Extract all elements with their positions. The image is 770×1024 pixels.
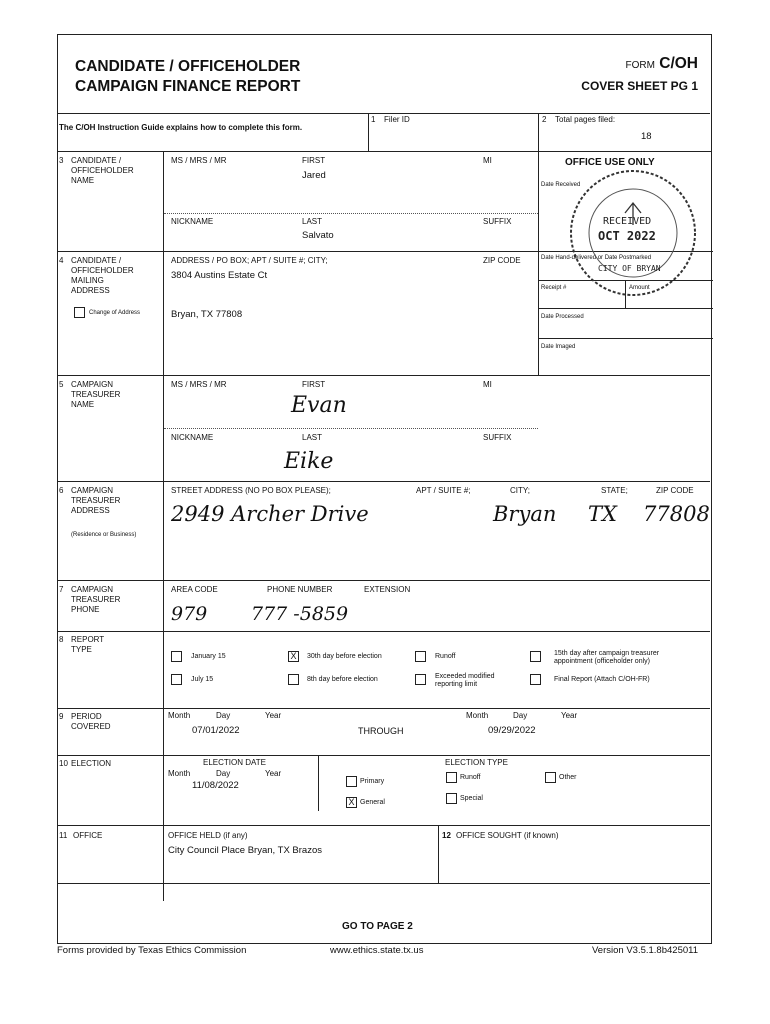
cover-sheet-form [57,34,712,944]
election-type-label: ELECTION TYPE [445,758,508,767]
treasurer-zip: 77808 [643,502,710,526]
total-pages-label: Total pages filed: [555,115,616,124]
exceeded-limit-label: Exceeded modified reporting limit [435,673,495,688]
divider [368,113,369,151]
july-15-label: July 15 [191,676,214,683]
section-3-num: 3 [59,156,64,165]
first-name-label: FIRST [302,380,326,389]
primary-label: Primary [360,778,385,785]
total-pages-num: 2 [542,115,547,124]
nickname-label: NICKNAME [171,433,214,442]
filer-id-label: Filer ID [384,115,410,124]
treasurer-last-name: Eike [284,449,334,474]
section-11-label: OFFICE [73,831,103,840]
state-label: STATE; [601,486,628,495]
treasurer-city: Bryan [493,502,557,526]
residence-or-business-label: (Residence or Business) [71,532,137,538]
sheet-label: COVER SHEET PG 1 [581,79,698,93]
8th-day-label: 8th day before election [307,676,378,683]
special-label: Special [460,795,483,802]
special-checkbox[interactable] [446,793,457,804]
divider [539,338,713,339]
date-received-label: Date Received [541,182,581,188]
section-10-label: ELECTION [71,759,112,768]
forms-provided-by: Forms provided by Texas Ethics Commission [57,945,247,956]
period-to-date: 09/29/2022 [488,725,536,736]
receipt-label: Receipt # [541,285,567,291]
divider [58,580,710,581]
from-year-label: Year [265,711,282,720]
primary-checkbox[interactable] [346,776,357,787]
divider [164,428,538,429]
candidate-address-line-1: 3804 Austins Estate Ct [171,270,268,281]
mi-label: MI [483,380,492,389]
section-9-num: 9 [59,712,64,721]
form-code: C/OH [659,55,698,72]
treasurer-area-code: 979 [171,603,208,625]
runoff-label: Runoff [435,653,456,660]
address-label: ADDRESS / PO BOX; APT / SUITE #; CITY; [171,256,328,265]
january-15-label: January 15 [191,653,226,660]
runoff-election-label: Runoff [460,774,481,781]
office-held-label: OFFICE HELD (if any) [168,831,248,840]
period-from-date: 07/01/2022 [192,725,240,736]
divider [163,151,164,901]
divider [539,308,713,309]
change-of-address-label: Change of Address [89,310,141,316]
30th-day-label: 30th day before election [307,653,382,660]
divider [58,481,710,482]
divider [58,708,710,709]
section-5-label: CAMPAIGN TREASURER NAME [71,380,121,409]
stamp-date-text: OCT 2022 [598,229,656,243]
divider [164,213,538,214]
version-label: Version V3.5.1.8b425011 [592,945,698,956]
change-of-address-checkbox[interactable] [74,307,85,318]
july-15-checkbox[interactable] [171,674,182,685]
divider [58,825,710,826]
election-date-label: ELECTION DATE [203,758,266,767]
section-11-num: 11 [59,831,68,840]
apt-suite-label: APT / SUITE #; [416,486,471,495]
general-label: General [360,799,385,806]
title-line-2: CAMPAIGN FINANCE REPORT [75,78,301,95]
form-word: FORM [625,60,655,71]
candidate-first-name: Jared [302,170,326,181]
office-use-title: OFFICE USE ONLY [565,157,655,168]
form-title [75,57,300,97]
january-15-checkbox[interactable] [171,651,182,662]
phone-number-label: PHONE NUMBER [267,585,333,594]
city-label: CITY; [510,486,530,495]
section-7-label: CAMPAIGN TREASURER PHONE [71,585,121,614]
exceeded-limit-checkbox[interactable] [415,674,426,685]
total-pages-value: 18 [641,131,652,142]
treasurer-state: TX [588,502,617,526]
last-name-label: LAST [302,433,323,442]
final-report-checkbox[interactable] [530,674,541,685]
15th-day-label: 15th day after campaign treasurer appointment (officeholder only) [554,650,660,665]
section-6-num: 6 [59,486,64,495]
stamp-city-text: CITY OF BRYAN [598,264,661,273]
section-8-num: 8 [59,635,64,644]
section-7-num: 7 [59,585,64,594]
candidate-last-name: Salvato [302,230,334,241]
section-4-num: 4 [59,256,64,265]
general-checkbox[interactable]: X [346,797,357,808]
suffix-label: SUFFIX [483,433,512,442]
go-to-page-2: GO TO PAGE 2 [342,921,413,932]
extension-label: EXTENSION [364,585,411,594]
to-month-label: Month [466,711,489,720]
zip-code-label: ZIP CODE [656,486,694,495]
last-name-label: LAST [302,217,323,226]
treasurer-phone-number: 777 -5859 [251,603,349,625]
section-10-num: 10 [59,759,68,768]
section-8-label: REPORT TYPE [71,635,105,654]
divider [58,883,710,884]
election-month-label: Month [168,769,191,778]
divider [538,113,539,151]
section-6-label: CAMPAIGN TREASURER ADDRESS [71,486,121,515]
date-hand-delivered-label: Date Hand-delivered or Date Postmarked [541,255,652,261]
mi-label: MI [483,156,492,165]
election-year-label: Year [265,769,282,778]
ms-mrs-mr-label: MS / MRS / MR [171,156,227,165]
section-12-num: 12 [442,831,451,840]
nickname-label: NICKNAME [171,217,214,226]
ethics-url: www.ethics.state.tx.us [330,945,424,956]
other-checkbox[interactable] [545,772,556,783]
form-header [58,35,710,114]
suffix-label: SUFFIX [483,217,512,226]
to-day-label: Day [513,711,528,720]
through-label: THROUGH [358,726,404,736]
divider [318,755,319,811]
30th-day-checkbox[interactable]: X [288,651,299,662]
treasurer-street-address: 2949 Archer Drive [171,502,369,526]
divider [58,631,710,632]
from-month-label: Month [168,711,191,720]
runoff-election-checkbox[interactable] [446,772,457,783]
date-processed-label: Date Processed [541,314,584,320]
street-address-label: STREET ADDRESS (NO PO BOX PLEASE); [171,486,331,495]
area-code-label: AREA CODE [171,585,218,594]
form-code-label [581,53,698,97]
15th-day-checkbox[interactable] [530,651,541,662]
to-year-label: Year [561,711,578,720]
section-3-label: CANDIDATE / OFFICEHOLDER NAME [71,156,134,185]
date-imaged-label: Date Imaged [541,344,576,350]
zip-code-label: ZIP CODE [483,256,521,265]
stamp-received-text: RECEIVED [603,216,652,227]
office-sought-label: OFFICE SOUGHT (if known) [456,831,559,840]
filer-id-num: 1 [371,115,376,124]
treasurer-first-name: Evan [291,393,347,418]
election-day-label: Day [216,769,231,778]
candidate-address-line-2: Bryan, TX 77808 [171,309,243,320]
divider [438,825,439,883]
title-line-1: CANDIDATE / OFFICEHOLDER [75,58,301,75]
runoff-checkbox[interactable] [415,651,426,662]
election-date-value: 11/08/2022 [192,780,239,791]
ms-mrs-mr-label: MS / MRS / MR [171,380,227,389]
instruction-guide-text: The C/OH Instruction Guide explains how to complete this form. [59,123,303,132]
office-held-value: City Council Place Bryan, TX Brazos [168,845,322,856]
final-report-label: Final Report (Attach C/OH-FR) [554,676,650,683]
section-4-label: CANDIDATE / OFFICEHOLDER MAILING ADDRESS [71,256,134,295]
divider [58,375,710,376]
amount-label: Amount [629,285,650,291]
divider [58,251,538,252]
section-9-label: PERIOD COVERED [71,712,111,731]
section-5-num: 5 [59,380,64,389]
from-day-label: Day [216,711,231,720]
divider [58,755,710,756]
8th-day-checkbox[interactable] [288,674,299,685]
first-name-label: FIRST [302,156,326,165]
other-label: Other [559,774,577,781]
